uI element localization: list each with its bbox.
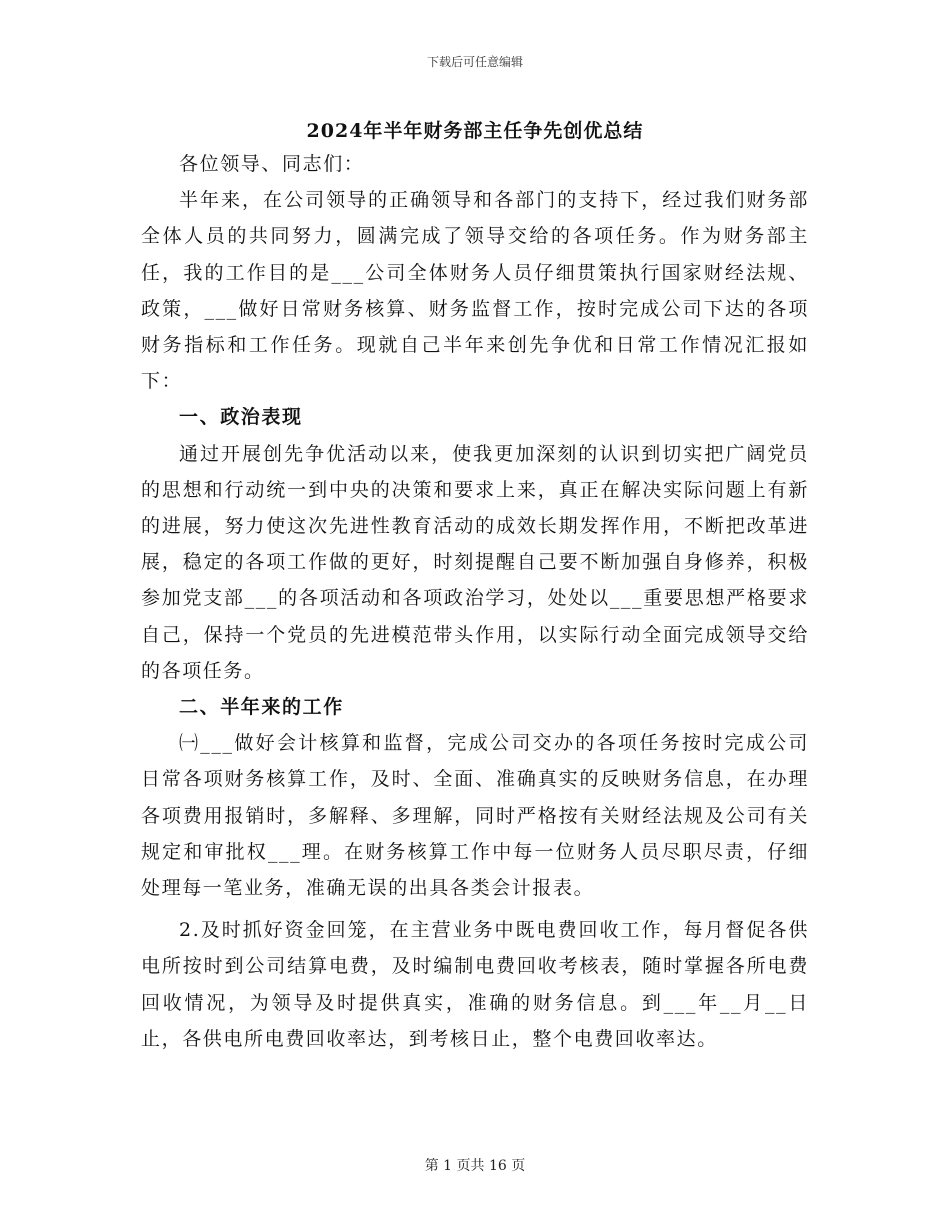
page-number: 第 1 页共 16 页 [424, 1158, 526, 1174]
politics-paragraph: 通过开展创先争优活动以来，使我更加深刻的认识到切实把广阔党员的思想和行动统一到中央的决策和要求上来，真正在解决实际问题上有新的进展，努力使这次先进性教育活动的成效长期发挥作用，不断把改革进展，稳定的各项工作做的更好，时刻提醒自己要不断加强自身修养，积极参加党支部___的各项活动和各项政治学习，处处以___重要思想严格要求自己，保持一个党员的先进模范带头作用，以实际行动全面完成领导交给的各项任务。 [141, 442, 809, 682]
work-item-2: 2.及时抓好资金回笼，在主营业务中既电费回收工作，每月督促各供电所按时到公司结算电费，及时编制电费回收考核表，随时掌握各所电费回收情况，为领导及时提供真实，准确的财务信息。到___年__月__日止，各供电所电费回收率达，到考核日止，整个电费回收率达。 [141, 919, 809, 1050]
page-header-note: 下载后可任意编辑 [426, 55, 523, 69]
document-body [141, 146, 809, 1057]
section-heading-politics: 一、政治表现 [179, 406, 303, 429]
intro-paragraph: 半年来，在公司领导的正确领导和各部门的支持下，经过我们财务部全体人员的共同努力，圆满完成了领导交给的各项任务。作为财务部主任，我的工作目的是___公司全体财务人员仔细贯策执行国家财经法规、政策，___做好日常财务核算、财务监督工作，按时完成公司下达的各项财务指标和工作任务。现就自己半年来创先争优和日常工作情况汇报如下： [141, 189, 809, 393]
section-heading-work: 二、半年来的工作 [179, 696, 344, 719]
document-title: 2024年半年财务部主任争先创优总结 [306, 120, 644, 142]
work-item-1: ㈠___做好会计核算和监督，完成公司交办的各项任务按时完成公司日常各项财务核算工作，及时、全面、准确真实的反映财务信息，在办理各项费用报销时，多解释、多理解，同时严格按有关财经法规及公司有关规定和审批权___理。在财务核算工作中每一位财务人员尽职尽责，仔细处理每一笔业务，准确无误的出具各类会计报表。 [141, 732, 809, 900]
salutation: 各位领导、同志们： [179, 153, 365, 175]
